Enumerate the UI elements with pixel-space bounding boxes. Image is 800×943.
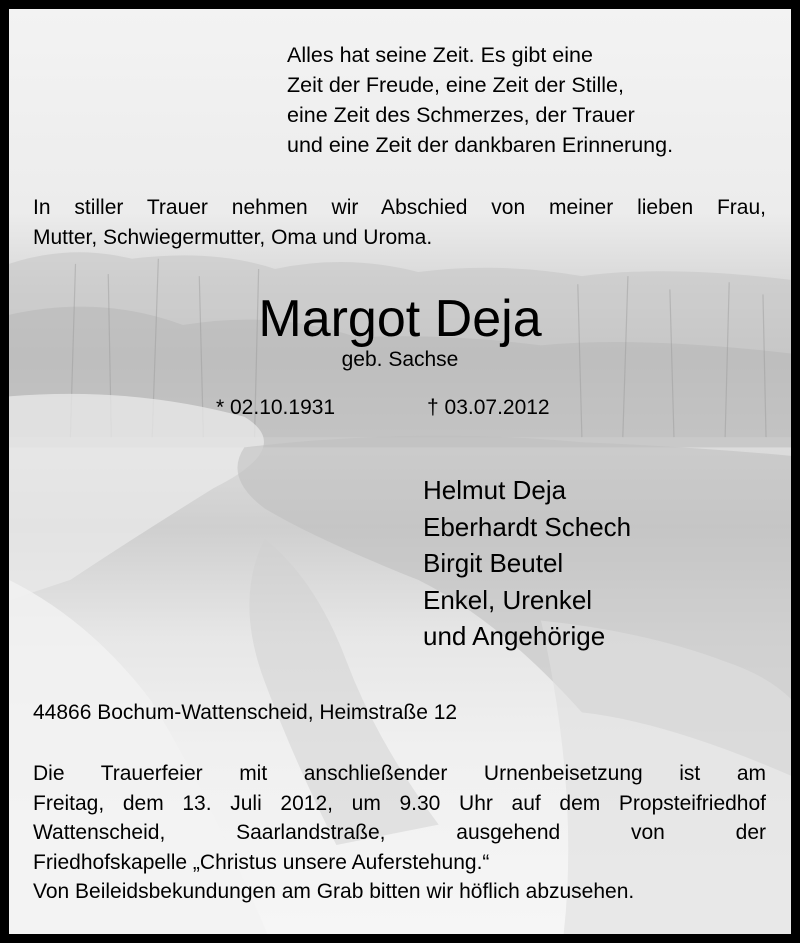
intro-line-1: In stiller Trauer nehmen wir Abschied von meiner lieben Frau, <box>33 196 766 219</box>
mourners-list <box>423 472 631 655</box>
address: 44866 Bochum-Wattenscheid, Heimstraße 12 <box>33 701 458 724</box>
service-line-3: Wattenscheid, Saarlandstraße, ausgehend von der <box>33 821 766 844</box>
deceased-name: Margot Deja <box>258 290 542 348</box>
birth-date: * 02.10.1931 <box>216 396 336 419</box>
mourner: Enkel, Urenkel <box>423 584 593 615</box>
verse-line: und eine Zeit der dankbaren Erinnerung. <box>287 133 674 157</box>
mourner: Helmut Deja <box>423 475 567 505</box>
death-date: † 03.07.2012 <box>427 396 550 419</box>
mourner: Eberhardt Schech <box>423 511 632 542</box>
service-line-2: Freitag, dem 13. Juli 2012, um 9.30 Uhr auf dem Propsteifriedhof <box>33 791 766 815</box>
service-line-5: Von Beileidsbekundungen am Grab bitten wir höflich abzusehen. <box>33 880 635 903</box>
service-line-4: Friedhofskapelle „Christus unsere Auferstehung.“ <box>33 850 490 874</box>
service-line-1: Die Trauerfeier mit anschließender Urnenbeisetzung ist am <box>33 762 766 785</box>
verse-line: Zeit der Freude, eine Zeit der Stille, <box>287 73 624 97</box>
intro-line-2: Mutter, Schwiegermutter, Oma und Uroma. <box>33 226 433 249</box>
verse-line: Alles hat seine Zeit. Es gibt eine <box>287 43 593 67</box>
intro-paragraph <box>33 193 766 253</box>
service-paragraph <box>33 759 766 907</box>
mourner: und Angehörige <box>423 621 606 651</box>
maiden-name: geb. Sachse <box>341 348 459 371</box>
verse-line: eine Zeit des Schmerzes, der Trauer <box>287 103 635 127</box>
mourner: Birgit Beutel <box>423 548 564 578</box>
verse <box>287 40 673 160</box>
